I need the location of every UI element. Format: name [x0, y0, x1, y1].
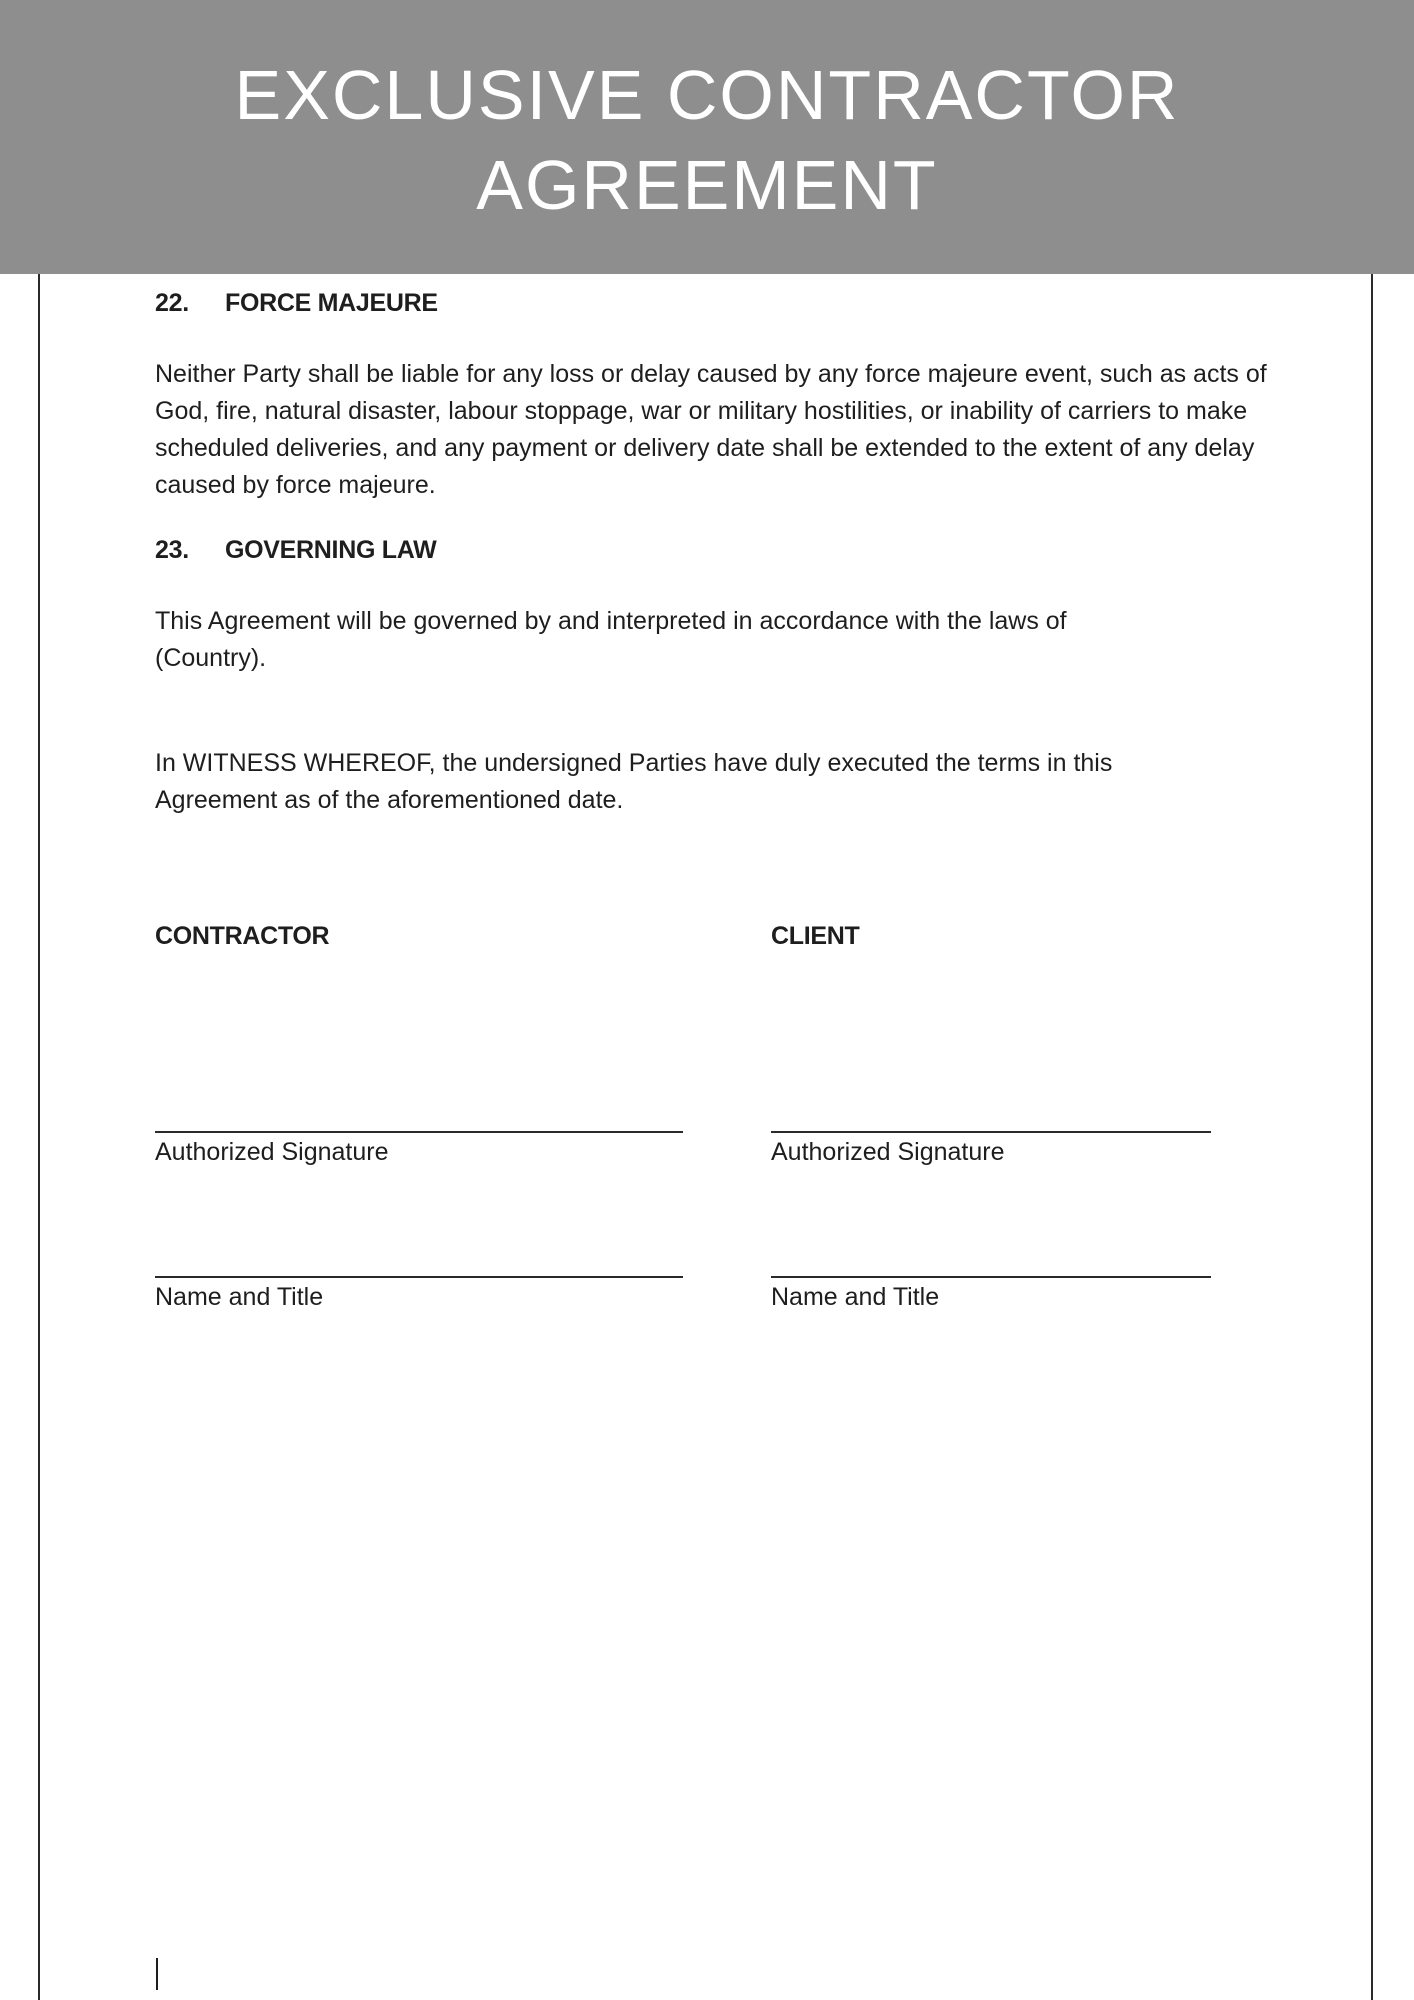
- section-title: FORCE MAJEURE: [225, 289, 438, 317]
- page-border-left: [38, 260, 40, 2000]
- document-title-line-2: AGREEMENT: [476, 146, 938, 224]
- client-name-line[interactable]: [771, 1276, 1211, 1278]
- section-23-body: This Agreement will be governed by and interpreted in accordance with the laws of (Country).: [155, 607, 1067, 672]
- title-banner: [0, 0, 1414, 274]
- section-number: 23.: [155, 536, 189, 564]
- text-cursor: [156, 1958, 158, 1990]
- contractor-label: CONTRACTOR: [155, 922, 330, 950]
- section-23-heading: [155, 532, 436, 569]
- client-label: CLIENT: [771, 922, 860, 950]
- client-signature-caption: Authorized Signature: [771, 1138, 1005, 1166]
- section-title: GOVERNING LAW: [225, 536, 437, 564]
- section-22-heading: [155, 285, 438, 322]
- section-number: 22.: [155, 289, 189, 317]
- contractor-signature-caption: Authorized Signature: [155, 1138, 389, 1166]
- contractor-signature-line[interactable]: [155, 1131, 683, 1133]
- contractor-name-line[interactable]: [155, 1276, 683, 1278]
- client-name-caption: Name and Title: [771, 1283, 940, 1311]
- document-title-line-1: EXCLUSIVE CONTRACTOR: [234, 56, 1180, 134]
- client-signature-line[interactable]: [771, 1131, 1211, 1133]
- contractor-name-caption: Name and Title: [155, 1283, 324, 1311]
- section-22-body: Neither Party shall be liable for any loss or delay caused by any force majeure event, such as acts of God, fire, natural disaster, labour stoppage, war or military hostilities, or inability of carriers to make scheduled deliveries, and any payment or delivery date shall be extended to the extent of any delay caused by force majeure.: [155, 360, 1267, 499]
- page-border-right: [1371, 260, 1373, 2000]
- witness-clause: In WITNESS WHEREOF, the undersigned Parties have duly executed the terms in this Agreement as of the aforementioned date.: [155, 749, 1113, 814]
